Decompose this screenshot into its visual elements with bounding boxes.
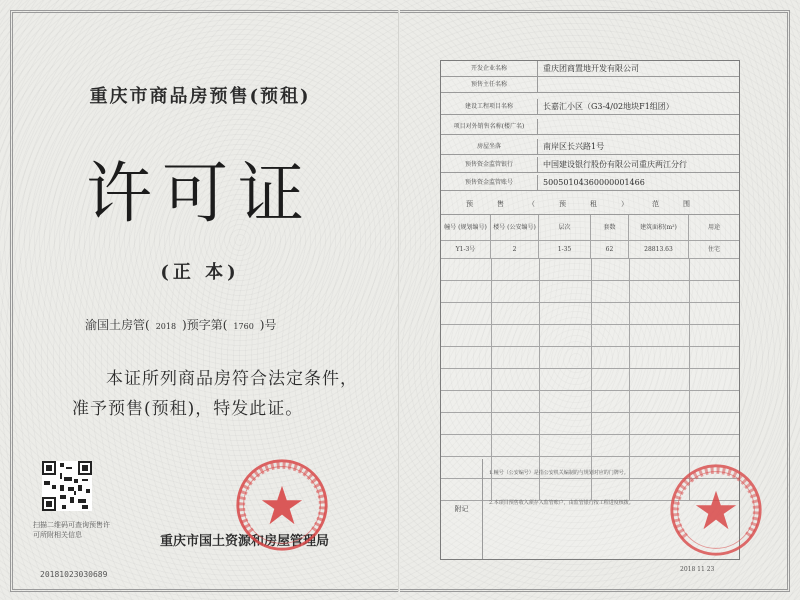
table-cell: 62: [591, 241, 629, 258]
copy-label: (正 本): [160, 262, 240, 283]
column-header: 套数: [591, 215, 629, 240]
info-row: [441, 175, 739, 191]
permit-prefix: 渝国土房管(: [85, 318, 150, 332]
info-row: [441, 99, 739, 115]
table-row: [441, 369, 739, 391]
table-row: [441, 259, 739, 281]
qr-caption: 扫描二维码可查询预售许可所附相关信息: [33, 521, 110, 539]
info-label: 建设工程项目名称: [441, 99, 538, 114]
info-value: 50050104360000001466: [543, 178, 645, 187]
info-label: 开发企业名称: [441, 61, 538, 76]
permit-middle: )预字第(: [182, 318, 228, 332]
table-cell: 1-35: [539, 241, 591, 258]
info-value: [543, 119, 735, 134]
table-row: [441, 435, 739, 457]
serial-number: 20181023030689: [40, 570, 108, 579]
table-row: [441, 413, 739, 435]
info-label: 预售主任名称: [441, 77, 538, 92]
column-header: 层次: [539, 215, 591, 240]
column-header: 用途: [707, 223, 720, 231]
info-label: 项目对外销售名称(楼广名): [441, 119, 538, 134]
left-panel: [0, 0, 398, 600]
info-label: 预售资金监管银行: [441, 157, 538, 172]
issuer-name: 重庆市国土资源和房屋管理局: [160, 534, 330, 549]
info-value: [543, 77, 735, 92]
permit-year: 2018: [155, 322, 177, 331]
info-row: [441, 157, 739, 173]
table-row: [441, 325, 739, 347]
official-seal-icon: [234, 457, 330, 553]
note-line: 2.本项目预售收入须存入监管账户，由监管银行按工程进度核拨。: [489, 500, 634, 506]
note-line: 1.幢号（公安编号）是指公安机关编制的与规划对应的门牌号。: [489, 470, 629, 476]
table-cell: 2: [491, 241, 539, 258]
column-header: 楼号 (公安编号): [491, 215, 539, 240]
issue-date: 2018 11 23: [680, 566, 715, 573]
permit-suffix: )号: [259, 318, 277, 332]
official-seal-icon: [668, 462, 764, 558]
info-label: 预售资金监管账号: [441, 175, 538, 190]
certificate-headline: 重庆市商品房预售(预租): [89, 86, 311, 107]
column-header: 建筑面积(m²): [629, 215, 689, 240]
certificate-statement: 本证所列商品房符合法定条件，准予预售(预租)，特发此证。: [72, 369, 358, 419]
info-value: 重庆团商置地开发有限公司: [543, 64, 639, 73]
table-cell: 28813.63: [629, 241, 689, 258]
table-row: [441, 281, 739, 303]
table-row: [441, 303, 739, 325]
table-header-row: [441, 215, 739, 241]
info-row: [441, 139, 739, 155]
section-title: 预售（预租）范围: [441, 193, 739, 215]
table-cell: Y1-3号: [441, 241, 491, 258]
table-row: [441, 241, 739, 259]
table-row: [441, 347, 739, 369]
notes-label: 附记: [441, 459, 483, 559]
permit-number-line: [85, 316, 365, 333]
certificate-title: 许可证: [86, 155, 314, 232]
info-row: [441, 61, 739, 77]
info-value: 长嘉汇小区（G3-4/02地块F1组团）: [543, 102, 674, 111]
info-row: [441, 77, 739, 93]
info-row: [441, 119, 739, 135]
info-value: 中国建设银行股份有限公司重庆两江分行: [543, 160, 687, 169]
center-fold: [398, 10, 400, 592]
table-row: [441, 391, 739, 413]
table-cell: 住宅: [707, 245, 720, 253]
permit-number: 1760: [233, 322, 254, 331]
column-header: 幢号 (规划编号): [441, 215, 491, 240]
qr-code-icon[interactable]: [42, 461, 92, 511]
info-value: 南岸区长兴路1号: [543, 142, 605, 151]
info-label: 房屋坐落: [441, 139, 538, 154]
